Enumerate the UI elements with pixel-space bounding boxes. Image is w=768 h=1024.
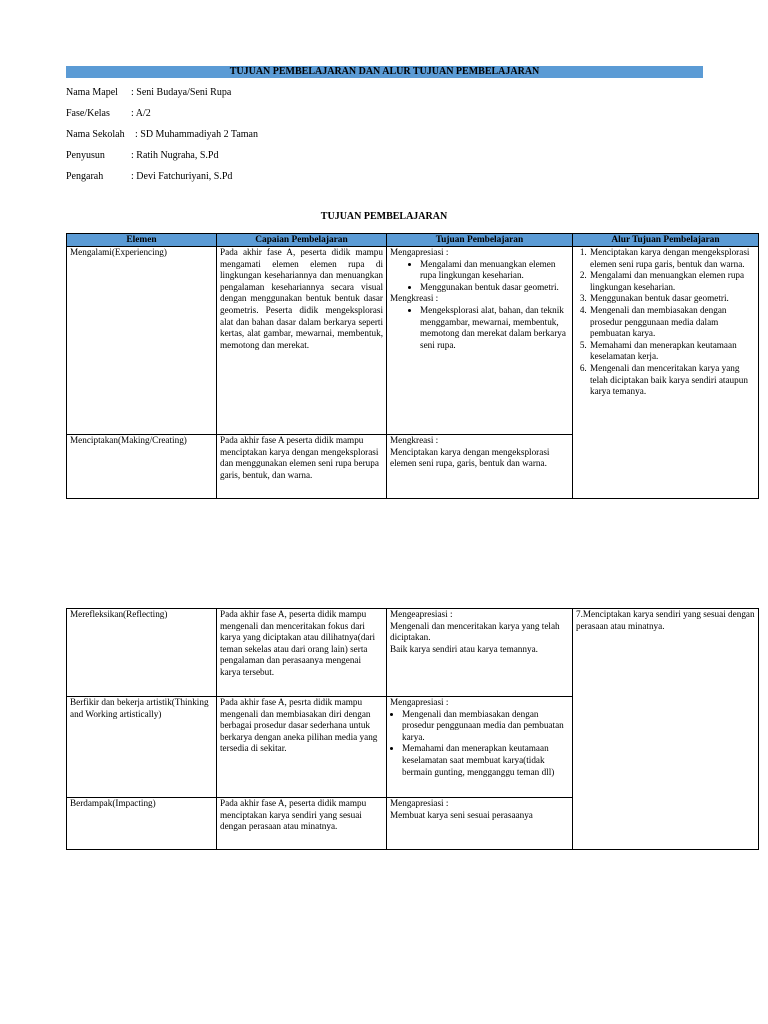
info-value: : Seni Budaya/Seni Rupa: [131, 87, 232, 98]
list-item: • Mengalami dan menuangkan elemen rupa lingkungan keseharian.: [420, 259, 569, 282]
alur-cell: 7.Menciptakan karya sendiri yang sesuai dengan perasaan atau minatnya.: [573, 609, 759, 850]
elemen-cell: Mengalami(Experiencing): [67, 247, 217, 435]
list-item: 3. Menggunakan bentuk dasar geometri.: [589, 293, 755, 305]
objectives-table-page1: [66, 233, 759, 499]
table-row: [67, 247, 759, 435]
elemen-cell: Merefleksikan(Reflecting): [67, 609, 217, 697]
tujuan-heading: Mengapresiasi :: [390, 247, 449, 257]
tujuan-heading: Mengapresiasi :: [390, 798, 449, 808]
tujuan-text: Mengenali dan menceritakan karya yang telah diciptakan.: [390, 620, 560, 643]
capaian-cell: Pada akhir fase A, peserta didik mampu menciptakan karya sendiri yang sesuai dengan perasaan atau minatnya.: [217, 798, 387, 850]
tujuan-heading: Mengapresiasi :: [390, 697, 449, 707]
capaian-cell: Pada akhir fase A, peserta didik mampu mengamati elemen elemen rupa di lingkungan kesehariannya dan menuangkan pengalaman kesehariannya secara visual dengan menggunakan bentuk bentuk dasar geometris. Peserta didik mengeksplorasi alat dan bahan dasar dalam berkarya seperti kertas, alat gambar, mewarnai, membentuk, memotong dan merekat.: [217, 247, 387, 435]
table-header-row: [67, 234, 759, 247]
tujuan-text: Menciptakan karya dengan mengeksplorasi elemen seni rupa, garis, bentuk dan warna.: [390, 446, 550, 469]
tujuan-heading: Mengkreasi :: [390, 293, 439, 304]
tujuan-text: Baik karya sendiri atau karya temannya.: [390, 643, 538, 654]
elemen-cell: Berfikir dan bekerja artistik(Thinking and Working artistically): [67, 697, 217, 798]
info-key: Pengarah: [66, 171, 104, 182]
info-row-sekolah: [66, 129, 258, 140]
tujuan-list: [390, 709, 569, 779]
list-item: 4. Mengenali dan membiasakan dengan prosedur penggunaan media dalam pembuatan karya.: [589, 305, 755, 340]
column-header-tujuan: Tujuan Pembelajaran: [387, 234, 573, 247]
elemen-cell: Berdampak(Impacting): [67, 798, 217, 850]
objectives-table-page2: [66, 608, 759, 850]
list-item: 1. Menciptakan karya dengan mengeksplorasi elemen seni rupa garis, bentuk dan warna.: [589, 247, 755, 270]
document-title: TUJUAN PEMBELAJARAN DAN ALUR TUJUAN PEMBELAJARAN: [66, 66, 703, 78]
list-item: 6. Mengenali dan menceritakan karya yang telah diciptakan baik karya sendiri ataupun karya temanya.: [589, 363, 755, 398]
info-key: Nama Sekolah: [66, 129, 125, 140]
info-value: : A/2: [131, 108, 151, 119]
tujuan-cell: [387, 609, 573, 697]
info-key: Penyusun: [66, 150, 105, 161]
info-key: Fase/Kelas: [66, 108, 110, 119]
info-value: : SD Muhammadiyah 2 Taman: [135, 129, 258, 140]
tujuan-list: [390, 259, 569, 294]
list-item: • Mengenali dan membiasakan dengan prosedur penggunaan media dan pembuatan karya.: [402, 709, 569, 744]
capaian-cell: Pada akhir fase A, peserta didik mampu mengenali dan menceritakan fokus dari karya yang diciptakan atau dilihatnya(dari teman sekelas atau dari orang lain) serta pengalaman dan perasaanya mengenai karya tersebut.: [217, 609, 387, 697]
column-header-elemen: Elemen: [67, 234, 217, 247]
info-row-penyusun: [66, 150, 219, 161]
list-item: • Menggunakan bentuk dasar geometri.: [420, 282, 569, 294]
tujuan-cell: [387, 798, 573, 850]
alur-list: [576, 247, 755, 398]
info-row-fase: [66, 108, 151, 119]
alur-cell: [573, 247, 759, 499]
list-item: 2. Mengalami dan menuangkan elemen rupa lingkungan keseharian.: [589, 270, 755, 293]
tujuan-heading: Mengkreasi :: [390, 435, 439, 445]
tujuan-cell: [387, 435, 573, 499]
list-item: 5. Memahami dan menerapkan keutamaan keselamatan kerja.: [589, 340, 755, 363]
info-row-mapel: [66, 87, 232, 98]
list-item: • Memahami dan menerapkan keutamaan keselamatan saat membuat karya(tidak bermain gunting, mengganggu teman dll): [402, 743, 569, 778]
table-row: [67, 609, 759, 697]
elemen-cell: Menciptakan(Making/Creating): [67, 435, 217, 499]
tujuan-cell: [387, 697, 573, 798]
capaian-cell: Pada akhir fase A, pesrta didik mampu mengenali dan membiasakan diri dengan berbagai prosedur dasar sederhana untuk berkarya dengan aneka pilihan media yang tersedia di sekitar.: [217, 697, 387, 798]
list-item: • Mengeksplorasi alat, bahan, dan teknik menggambar, mewarnai, membentuk, memotong dan merekat dalam berkarya seni rupa.: [420, 305, 569, 351]
tujuan-heading: Mengeapresiasi :: [390, 609, 453, 619]
tujuan-text: Membuat karya seni sesuai perasaanya: [390, 809, 533, 820]
column-header-capaian: Capaian Pembelajaran: [217, 234, 387, 247]
info-value: : Devi Fatchuriyani, S.Pd: [131, 171, 233, 182]
info-row-pengarah: [66, 171, 233, 182]
tujuan-list: [390, 305, 569, 351]
info-key: Nama Mapel: [66, 87, 118, 98]
tujuan-cell: [387, 247, 573, 435]
info-value: : Ratih Nugraha, S.Pd: [131, 150, 219, 161]
capaian-cell: Pada akhir fase A peserta didik mampu menciptakan karya dengan mengeksplorasi dan menggunakan elemen seni rupa berupa garis, bentuk, dan warna.: [217, 435, 387, 499]
section-title: TUJUAN PEMBELAJARAN: [320, 211, 448, 222]
column-header-alur: Alur Tujuan Pembelajaran: [573, 234, 759, 247]
